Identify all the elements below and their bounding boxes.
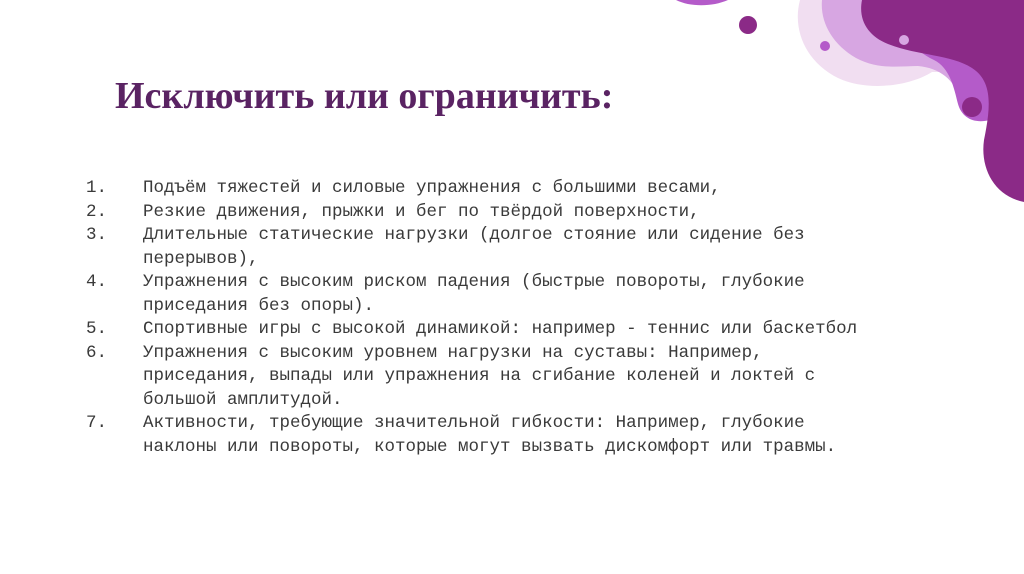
list-item-text: Резкие движения, прыжки и бег по твёрдой поверхности, — [143, 201, 700, 222]
list-item-text: Спортивные игры с высокой динамикой: например - теннис или баскетбол — [143, 319, 858, 339]
list-item — [86, 224, 866, 271]
list-item-number: 7. — [86, 413, 108, 433]
list-item — [86, 342, 866, 413]
tiny-light-dot — [899, 35, 909, 45]
list-item-text: Упражнения с высоким уровнем нагрузки на суставы: Например, приседания, выпады или упражнения на сгибание коленей и локтей с большой амплитудой. — [143, 342, 816, 410]
medium-dot — [962, 97, 982, 117]
list-item-number: 1. — [86, 178, 108, 198]
list-item-text: Подъём тяжестей и силовые упражнения с большими весами, — [143, 178, 721, 198]
list-item-number: 4. — [86, 272, 108, 292]
list-item — [86, 271, 866, 318]
slide-title: Исключить или ограничить: — [115, 75, 614, 117]
list-item-text: Длительные статические нагрузки (долгое стояние или сидение без перерывов), — [143, 225, 805, 269]
restriction-list — [86, 177, 866, 459]
small-dot — [820, 41, 830, 51]
list-item-number: 2. — [86, 201, 108, 222]
large-dot — [739, 16, 757, 34]
dark-purple-blob — [861, 0, 1024, 202]
list-item-number: 6. — [86, 342, 108, 363]
list-item — [86, 201, 866, 225]
list-item-text: Упражнения с высоким риском падения (быстрые повороты, глубокие приседания без опоры). — [143, 272, 805, 316]
list-item — [86, 177, 866, 201]
list-item — [86, 412, 866, 459]
top-edge-blob — [676, 0, 728, 5]
list-item — [86, 318, 866, 342]
list-item-number: 3. — [86, 225, 108, 245]
list-item-number: 5. — [86, 319, 108, 339]
list-item-text: Активности, требующие значительной гибкости: Например, глубокие наклоны или повороты, которые могут вызвать дискомфорт или травмы. — [143, 413, 837, 457]
